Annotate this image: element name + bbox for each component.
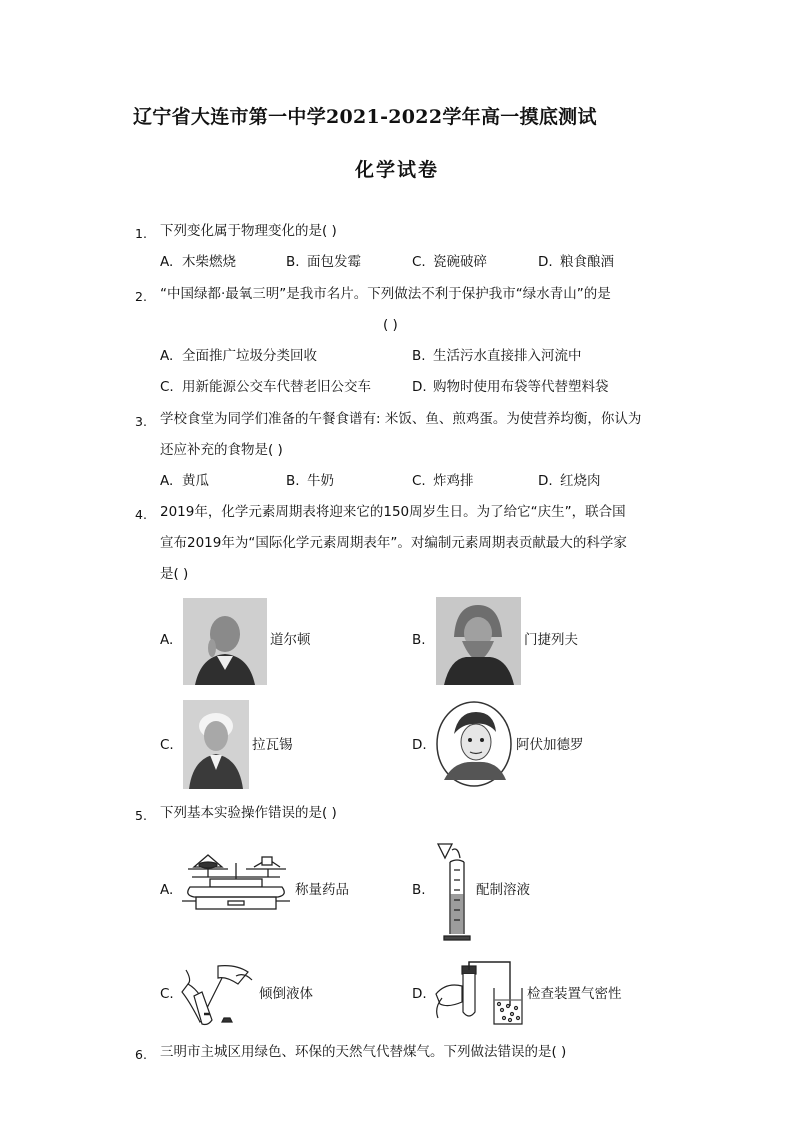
option-letter-c: C. — [160, 737, 174, 753]
option-letter-d: D. — [412, 986, 427, 1002]
option-text-a: 道尔顿 — [270, 632, 311, 648]
option-text-b: 生活污水直接排入河流中 — [433, 348, 582, 364]
option-letter-a: A. — [160, 254, 174, 270]
option-letter-b: B. — [412, 348, 426, 364]
option-letter-a: A. — [160, 348, 174, 364]
option-text-a: 全面推广垃圾分类回收 — [182, 348, 317, 364]
option-text-b: 面包发霉 — [307, 254, 361, 270]
option-text-d: 检查装置气密性 — [527, 986, 622, 1002]
option-letter-a: A. — [160, 473, 174, 489]
question-number: 5. — [135, 808, 147, 823]
option-text-c: 拉瓦锡 — [252, 737, 293, 753]
page-subtitle: 化学试卷 — [355, 159, 440, 181]
option-letter-b: B. — [412, 882, 426, 898]
option-letter-d: D. — [538, 254, 553, 270]
option-text-b: 牛奶 — [307, 473, 334, 489]
page-title: 辽宁省大连市第一中学2021-2022学年高一摸底测试 — [133, 106, 597, 128]
portrait-image-c — [183, 700, 249, 789]
portrait-image-b — [436, 597, 521, 685]
cylinder-image — [434, 840, 474, 944]
option-letter-a: A. — [160, 632, 174, 648]
question-stem: 下列变化属于物理变化的是( ) — [160, 223, 337, 239]
option-text-a: 黄瓜 — [182, 473, 209, 489]
option-text-a: 称量药品 — [295, 882, 349, 898]
question-stem-line3: 是( ) — [160, 566, 189, 582]
option-text-a: 木柴燃烧 — [182, 254, 236, 270]
option-letter-b: B. — [286, 473, 300, 489]
airtightness-check-image — [432, 960, 524, 1030]
option-letter-b: B. — [286, 254, 300, 270]
question-number: 6. — [135, 1047, 147, 1062]
question-number: 1. — [135, 226, 147, 241]
option-text-c: 炸鸡排 — [433, 473, 474, 489]
question-stem-line2: 还应补充的食物是( ) — [160, 442, 283, 458]
question-number: 2. — [135, 289, 147, 304]
answer-bracket: ( ) — [383, 317, 398, 333]
option-letter-c: C. — [412, 254, 426, 270]
pouring-liquid-image — [178, 962, 256, 1028]
option-text-c: 用新能源公交车代替老旧公交车 — [182, 379, 371, 395]
question-stem: 2019年，化学元素周期表将迎来它的150周岁生日。为了给它“庆生”，联合国 — [160, 504, 626, 520]
option-letter-d: D. — [412, 737, 427, 753]
question-stem: “中国绿都·最氧三明”是我市名片。下列做法不利于保护我市“绿水青山”的是 — [160, 286, 611, 302]
balance-image — [180, 853, 292, 915]
option-letter-b: B. — [412, 632, 426, 648]
option-letter-c: C. — [412, 473, 426, 489]
question-stem: 三明市主城区用绿色、环保的天然气代替煤气。下列做法错误的是( ) — [160, 1044, 567, 1060]
portrait-image-a — [183, 598, 267, 685]
question-stem: 下列基本实验操作错误的是( ) — [160, 805, 337, 821]
option-text-b: 配制溶液 — [476, 882, 530, 898]
option-letter-a: A. — [160, 882, 174, 898]
option-text-b: 门捷列夫 — [524, 632, 578, 648]
option-letter-c: C. — [160, 379, 174, 395]
option-text-c: 倾倒液体 — [259, 986, 313, 1002]
option-text-c: 瓷碗破碎 — [433, 254, 487, 270]
option-text-d: 购物时使用布袋等代替塑料袋 — [433, 379, 609, 395]
portrait-image-d — [434, 700, 514, 789]
option-letter-d: D. — [538, 473, 553, 489]
option-letter-c: C. — [160, 986, 174, 1002]
question-number: 3. — [135, 414, 147, 429]
question-stem-line2: 宣布2019年为“国际化学元素周期表年”。对编制元素周期表贡献最大的科学家 — [160, 535, 627, 551]
question-number: 4. — [135, 507, 147, 522]
option-text-d: 阿伏加德罗 — [516, 737, 584, 753]
option-text-d: 红烧肉 — [560, 473, 601, 489]
question-stem: 学校食堂为同学们准备的午餐食谱有: 米饭、鱼、煎鸡蛋。为使营养均衡，你认为 — [160, 411, 642, 427]
option-text-d: 粮食酿酒 — [560, 254, 614, 270]
option-letter-d: D. — [412, 379, 427, 395]
